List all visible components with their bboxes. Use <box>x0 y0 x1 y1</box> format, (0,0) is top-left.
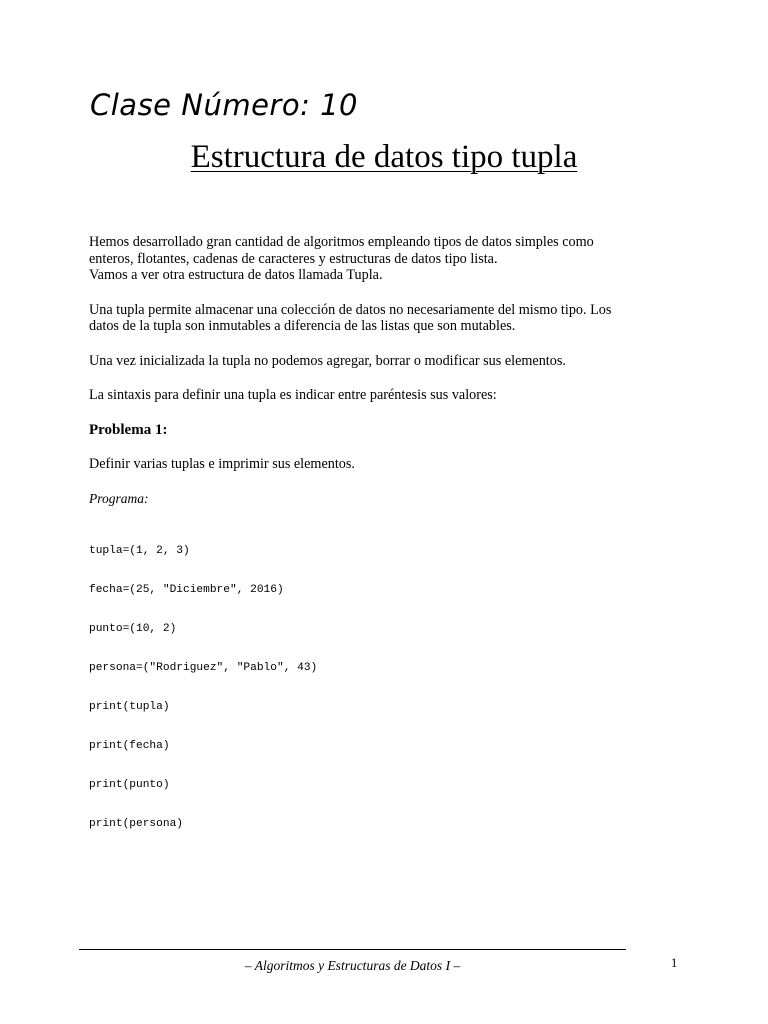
code-line: tupla=(1, 2, 3) <box>89 545 190 557</box>
footer-divider <box>79 949 626 950</box>
class-number-heading: Clase Número: 10 <box>90 88 358 122</box>
tuple-description-line-1: Una tupla permite almacenar una colección de datos no necesariamente del mismo tipo. Los <box>89 301 612 318</box>
problem-description: Definir varias tuplas e imprimir sus elementos. <box>89 456 355 472</box>
code-line: print(tupla) <box>89 701 170 713</box>
intro-line-3: Vamos a ver otra estructura de datos llamada Tupla. <box>89 267 383 283</box>
problem-title: Problema 1: <box>89 421 168 438</box>
program-label: Programa: <box>89 490 149 506</box>
code-line: print(punto) <box>89 779 170 791</box>
code-block <box>89 519 689 857</box>
page-title-text: Estructura de datos tipo tupla <box>190 139 578 175</box>
footer-course-title: – Algoritmos y Estructuras de Datos I – <box>244 958 461 973</box>
intro-line-2: enteros, flotantes, cadenas de caracteres y estructuras de datos tipo lista. <box>89 250 498 267</box>
tuple-description-line-2: datos de la tupla son inmutables a diferencia de las listas que son mutables. <box>89 318 516 334</box>
document-body <box>89 234 689 857</box>
code-line: print(persona) <box>89 818 183 830</box>
code-line: punto=(10, 2) <box>89 623 177 635</box>
code-line: persona=("Rodriguez", "Pablo", 43) <box>89 662 318 674</box>
page-title <box>0 138 768 178</box>
code-line: print(fecha) <box>89 740 170 752</box>
page-number: 1 <box>671 956 678 970</box>
syntax-paragraph: La sintaxis para definir una tupla es indicar entre paréntesis sus valores: <box>89 387 497 403</box>
immutability-paragraph: Una vez inicializada la tupla no podemos agregar, borrar o modificar sus elementos. <box>89 352 566 369</box>
intro-line-1: Hemos desarrollado gran cantidad de algoritmos empleando tipos de datos simples como <box>89 234 594 250</box>
code-line: fecha=(25, "Diciembre", 2016) <box>89 584 284 596</box>
